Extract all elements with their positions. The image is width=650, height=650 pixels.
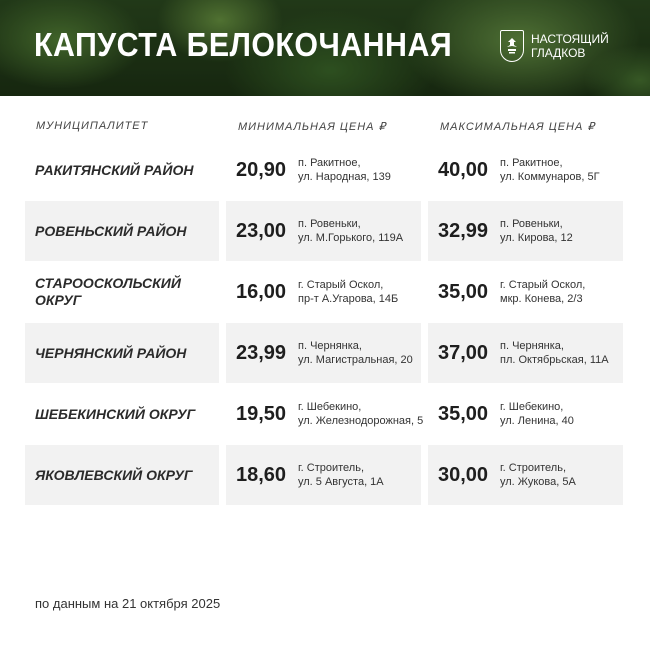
min-price-cell: [226, 201, 421, 261]
address-line: ул. Коммунаров, 5Г: [500, 171, 600, 183]
address-line: ул. Железнодорожная, 5: [298, 415, 424, 427]
min-price-address: [298, 384, 423, 444]
address-line: г. Шебекино,: [298, 401, 362, 413]
address-line: г. Строитель,: [500, 462, 567, 474]
max-price-cell: [428, 262, 623, 322]
min-price-cell: [226, 140, 421, 200]
crest-icon: [500, 30, 524, 62]
min-price: 19,50: [236, 402, 287, 425]
table-row: [25, 384, 623, 444]
address-line: ул. Кирова, 12: [500, 232, 573, 244]
max-price: 40,00: [438, 158, 489, 181]
address-line: п. Ровеньки,: [298, 218, 361, 230]
min-price-cell: [226, 445, 421, 505]
table-row: [25, 262, 623, 322]
address-line: п. Ракитное,: [500, 157, 563, 169]
column-header-municipality: МУНИЦИПАЛИТЕТ: [36, 120, 149, 132]
max-price-cell: [428, 323, 623, 383]
address-line: пл. Октябрьская, 11А: [500, 354, 609, 366]
municipality-name: РАКИТЯНСКИЙ РАЙОН: [35, 161, 194, 178]
address-line: г. Шебекино,: [500, 401, 564, 413]
address-line: п. Ровеньки,: [500, 218, 563, 230]
min-price-address: [298, 445, 423, 505]
max-price-cell: [428, 445, 623, 505]
address-line: ул. Магистральная, 20: [298, 354, 413, 366]
min-price-address: [298, 201, 423, 261]
header-banner: [0, 0, 650, 96]
municipality-cell: [25, 262, 219, 322]
brand-line-1: НАСТОЯЩИЙ: [531, 32, 609, 46]
column-header-min-price: МИНИМАЛЬНАЯ ЦЕНА ₽: [238, 121, 387, 133]
municipality-cell: [25, 384, 219, 444]
page-title: КАПУСТА БЕЛОКОЧАННАЯ: [34, 26, 453, 63]
municipality-name: РОВЕНЬСКИЙ РАЙОН: [35, 222, 187, 239]
address-line: п. Чернянка,: [500, 340, 564, 352]
min-price: 20,90: [236, 158, 287, 181]
municipality-name: СТАРООСКОЛЬСКИЙ ОКРУГ: [35, 275, 181, 308]
max-price-cell: [428, 384, 623, 444]
brand-logo: [500, 30, 609, 62]
address-line: ул. Народная, 139: [298, 171, 391, 183]
table-row: [25, 323, 623, 383]
max-price: 30,00: [438, 463, 489, 486]
max-price-address: [500, 323, 625, 383]
municipality-name: ЯКОВЛЕВСКИЙ ОКРУГ: [35, 466, 193, 483]
address-line: п. Ракитное,: [298, 157, 361, 169]
max-price-address: [500, 384, 625, 444]
address-line: ул. Ленина, 40: [500, 415, 574, 427]
min-price: 16,00: [236, 280, 287, 303]
min-price-cell: [226, 384, 424, 444]
min-price-cell: [226, 323, 421, 383]
min-price: 23,00: [236, 219, 287, 242]
table-row: [25, 140, 623, 200]
max-price-cell: [428, 201, 623, 261]
address-line: ул. 5 Августа, 1А: [298, 476, 384, 488]
min-price-address: [298, 323, 423, 383]
max-price: 35,00: [438, 402, 489, 425]
max-price-address: [500, 262, 625, 322]
max-price: 32,99: [438, 219, 489, 242]
max-price-address: [500, 201, 625, 261]
min-price-cell: [226, 262, 421, 322]
max-price-address: [500, 140, 625, 200]
municipality-cell: [25, 323, 219, 383]
municipality-cell: [25, 140, 219, 200]
address-line: п. Чернянка,: [298, 340, 362, 352]
max-price: 35,00: [438, 280, 489, 303]
address-line: г. Строитель,: [298, 462, 365, 474]
min-price: 23,99: [236, 341, 287, 364]
brand-line-2: ГЛАДКОВ: [531, 46, 586, 60]
max-price-cell: [428, 140, 623, 200]
address-line: г. Старый Оскол,: [298, 279, 384, 291]
address-line: мкр. Конева, 2/3: [500, 293, 583, 305]
address-line: ул. Жукова, 5А: [500, 476, 576, 488]
municipality-cell: [25, 201, 219, 261]
max-price-address: [500, 445, 625, 505]
municipality-name: ЧЕРНЯНСКИЙ РАЙОН: [35, 344, 187, 361]
column-header-max-price: МАКСИМАЛЬНАЯ ЦЕНА ₽: [440, 121, 596, 133]
address-line: ул. М.Горького, 119А: [298, 232, 404, 244]
brand-name: [531, 32, 609, 60]
max-price: 37,00: [438, 341, 489, 364]
table-row: [25, 201, 623, 261]
municipality-name: ШЕБЕКИНСКИЙ ОКРУГ: [35, 405, 196, 422]
municipality-cell: [25, 445, 219, 505]
table-row: [25, 445, 623, 505]
min-price-address: [298, 140, 423, 200]
address-line: г. Старый Оскол,: [500, 279, 586, 291]
data-date-note: по данным на 21 октября 2025: [35, 596, 221, 611]
min-price-address: [298, 262, 423, 322]
min-price: 18,60: [236, 463, 287, 486]
address-line: пр-т А.Угарова, 14Б: [298, 293, 399, 305]
